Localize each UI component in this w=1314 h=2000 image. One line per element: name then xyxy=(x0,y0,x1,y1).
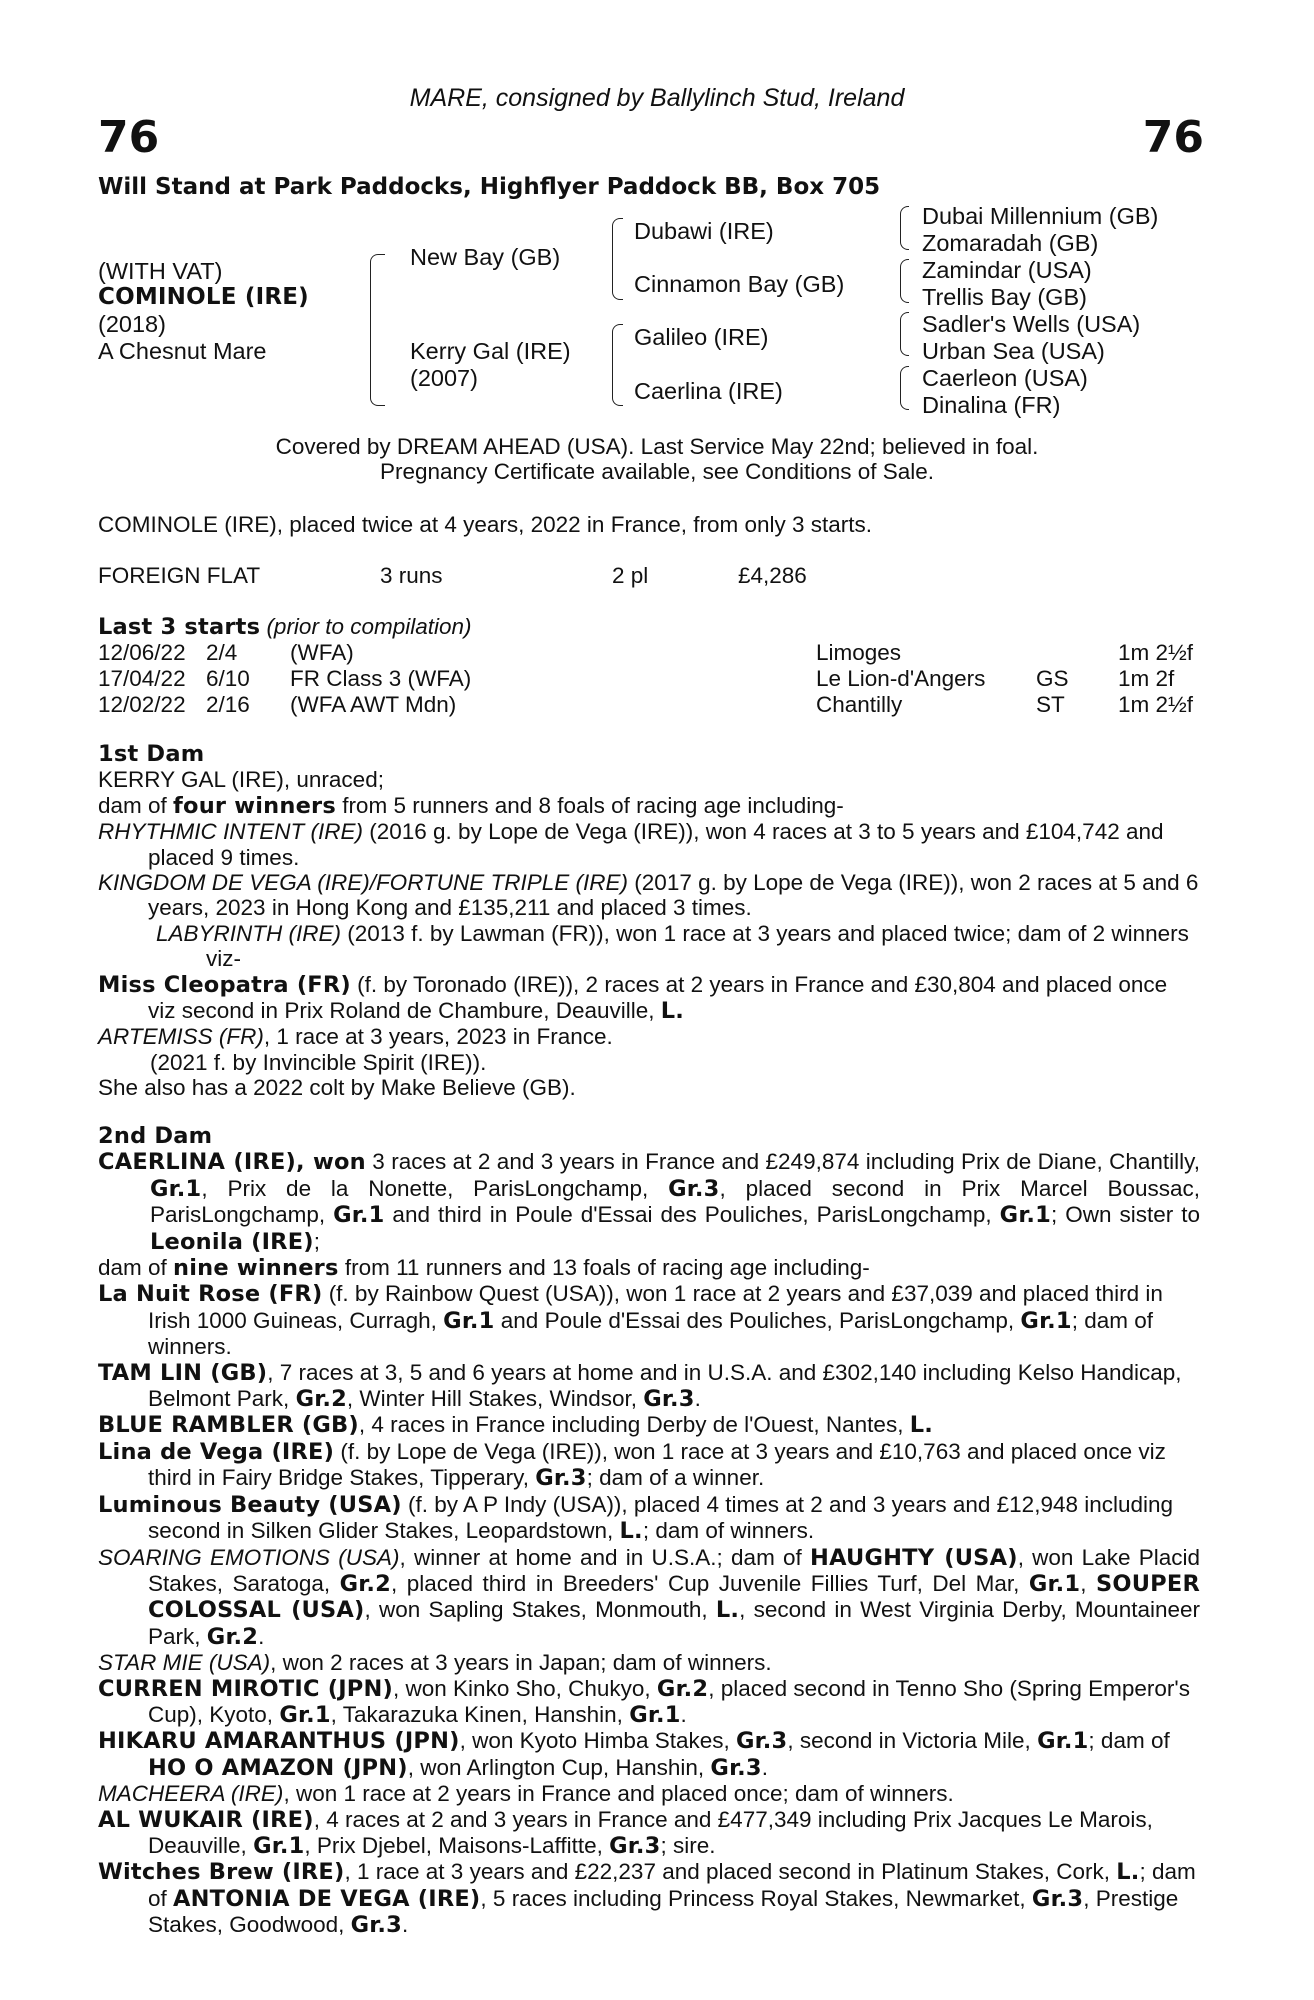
horse-name: SOUPER COLOSSAL (USA) xyxy=(148,1570,1200,1624)
grade-badge: Gr.3 xyxy=(535,1465,587,1492)
dam-year: (2007) xyxy=(410,365,478,391)
second-dam-heading: 2nd Dam xyxy=(98,1123,213,1149)
text: . xyxy=(761,1754,769,1780)
lot-number-left: 76 xyxy=(98,112,160,163)
grade-badge: Gr.2 xyxy=(656,1675,709,1702)
vat-label: (WITH VAT) xyxy=(98,258,223,284)
grade-badge: Gr.3 xyxy=(1031,1885,1084,1912)
text: from 5 runners and 8 foals of racing age including- xyxy=(335,792,844,818)
text: ; dam of a winner. xyxy=(586,1465,765,1491)
text: , second in Victoria Mile, xyxy=(787,1728,1038,1754)
grade-badge: Gr.1 xyxy=(1037,1728,1089,1755)
horse-name: Lina de Vega (IRE) xyxy=(98,1438,335,1465)
horse-name: COMINOLE (IRE) xyxy=(98,284,309,310)
produce-entry xyxy=(98,870,1200,921)
winners-count: four winners xyxy=(173,792,336,819)
horse-name: ARTEMISS (FR) xyxy=(98,1024,264,1050)
ggparent-6: Urban Sea (USA) xyxy=(922,338,1105,364)
ggparent-2: Zomaradah (GB) xyxy=(922,230,1099,256)
horse-name: Luminous Beauty (USA) xyxy=(98,1491,402,1518)
text: ; xyxy=(313,1228,321,1254)
winners-count: nine winners xyxy=(173,1255,339,1282)
horse-description: A Chesnut Mare xyxy=(98,338,267,364)
horse-name: ANTONIA DE VEGA (IRE) xyxy=(173,1885,481,1912)
grade-badge: Gr.1 xyxy=(443,1307,495,1334)
text: (f. by Toronado (IRE)), 2 races at 2 years in France and £30,804 and placed once viz second in Prix Roland de Chambure, Deauville, xyxy=(148,971,1168,1024)
start-course: Le Lion-d'Angers xyxy=(816,666,986,691)
ggparent-7: Caerleon (USA) xyxy=(922,365,1088,391)
horse-name: AL WUKAIR (IRE) xyxy=(98,1806,314,1833)
first-dam-heading: 1st Dam xyxy=(98,741,205,767)
grade-badge: Gr.3 xyxy=(643,1386,695,1413)
listed-badge: L. xyxy=(1116,1859,1140,1886)
horse-name: LABYRINTH (IRE) xyxy=(156,920,342,946)
text: . xyxy=(258,1623,265,1649)
text: , 4 races at 2 and 3 years in France and £477,349 including Prix Jacques Le Marois, Deauville, xyxy=(148,1806,1153,1858)
horse-year: (2018) xyxy=(98,311,166,337)
pedigree-brace-g4 xyxy=(900,366,909,410)
horse-name: Leonila (IRE) xyxy=(150,1228,314,1255)
grade-badge: Gr.1 xyxy=(150,1175,202,1202)
grade-badge: Gr.1 xyxy=(629,1701,681,1728)
start-race: (WFA) xyxy=(290,640,354,665)
produce-entry xyxy=(98,819,1200,870)
text: (2013 f. by Lawman (FR)), won 1 race at 3 years and placed twice; dam of 2 winners viz- xyxy=(206,920,1189,972)
text: and third in Poule d'Essai des Pouliches, ParisLongchamp, xyxy=(384,1202,1000,1228)
lot-number-right: 76 xyxy=(1142,112,1204,163)
grade-badge: Gr.3 xyxy=(350,1912,402,1939)
horse-name: CAERLINA (IRE) xyxy=(98,1149,297,1176)
text: , won 1 race at 2 years in France and placed once; dam of winners. xyxy=(283,1781,954,1807)
pedigree-brace-g3 xyxy=(900,312,909,356)
start-race: FR Class 3 (WFA) xyxy=(290,666,472,691)
text: , xyxy=(1080,1570,1096,1596)
grade-badge: Gr.1 xyxy=(1028,1570,1081,1597)
produce-entry xyxy=(98,1781,1200,1806)
ggparent-5: Sadler's Wells (USA) xyxy=(922,311,1141,337)
horse-name: CURREN MIROTIC (JPN) xyxy=(98,1675,394,1702)
second-dam-record xyxy=(98,1149,1200,1255)
text: , won 2 races at 3 years in Japan; dam of winners. xyxy=(270,1650,772,1676)
stand-location: Will Stand at Park Paddocks, Highflyer Paddock BB, Box 705 xyxy=(98,174,881,200)
consignor-line: MARE, consigned by Ballylinch Stud, Ireland xyxy=(409,84,905,112)
produce-entry xyxy=(98,1281,1200,1359)
text: ; sire. xyxy=(660,1832,716,1858)
pedigree-brace-dam xyxy=(612,324,623,406)
pedigree-brace-main xyxy=(370,254,385,406)
produce-entry xyxy=(98,1412,1200,1438)
text: (2017 g. by Lope de Vega (IRE)), won 2 races at 5 and 6 years, 2023 in Hong Kong and £135,211 and placed 3 times. xyxy=(148,870,1199,921)
text: , won Sapling Stakes, Monmouth, xyxy=(364,1597,716,1623)
start-distance: 1m 2f xyxy=(1118,666,1175,691)
sire-sire: Dubawi (IRE) xyxy=(634,218,774,244)
start-date: 12/06/22 xyxy=(98,640,186,665)
horse-name: RHYTHMIC INTENT (IRE) xyxy=(98,819,363,845)
listed-badge: L. xyxy=(619,1518,643,1545)
text: , won Arlington Cup, Hanshin, xyxy=(407,1754,711,1780)
first-dam-section xyxy=(98,742,1200,1101)
text: , 4 races in France including Derby de l'Ouest, Nantes, xyxy=(358,1412,910,1438)
text: . xyxy=(401,1912,409,1938)
text: . xyxy=(680,1701,687,1727)
text: . xyxy=(694,1386,701,1412)
produce-entry xyxy=(98,972,1200,1025)
text: , won Kyoto Himba Stakes, xyxy=(459,1728,736,1754)
record-category: FOREIGN FLAT xyxy=(98,563,261,588)
produce-entry xyxy=(98,1676,1200,1729)
ggparent-3: Zamindar (USA) xyxy=(922,257,1092,283)
produce-entry: She also has a 2022 colt by Make Believe (GB). xyxy=(98,1075,576,1101)
text: 3 races at 2 and 3 years in France and £249,874 including Prix de Diane, Chantilly, xyxy=(365,1149,1201,1175)
sire-name: New Bay (GB) xyxy=(410,244,561,270)
grade-badge: Gr.2 xyxy=(339,1570,391,1597)
text: , placed second in Tenno Sho (Spring Emperor's Cup), Kyoto, xyxy=(148,1675,1190,1727)
text: , 1 race at 3 years, 2023 in France. xyxy=(263,1024,613,1050)
grade-badge: Gr.1 xyxy=(253,1832,305,1859)
horse-name: BLUE RAMBLER (GB) xyxy=(98,1412,359,1439)
first-dam-line: KERRY GAL (IRE), unraced; xyxy=(98,767,384,793)
pedigree-brace-sire xyxy=(612,218,623,300)
horse-name: HAUGHTY (USA) xyxy=(810,1544,1018,1571)
text: ; Own sister to xyxy=(1051,1202,1200,1228)
grade-badge: Gr.1 xyxy=(279,1701,331,1728)
record-earnings: £4,286 xyxy=(738,563,807,588)
horse-name: TAM LIN (GB) xyxy=(98,1359,268,1386)
horse-name: Witches Brew (IRE) xyxy=(98,1859,345,1886)
grade-badge: Gr.1 xyxy=(1020,1307,1072,1334)
produce-entry: (2021 f. by Invincible Spirit (IRE)). xyxy=(150,1049,487,1075)
start-position: 6/10 xyxy=(206,666,250,691)
start-distance: 1m 2½f xyxy=(1118,640,1194,665)
horse-name: KINGDOM DE VEGA (IRE)/FORTUNE TRIPLE (IRE) xyxy=(98,870,629,896)
dam-sire: Galileo (IRE) xyxy=(634,324,769,350)
text: ; dam of winners. xyxy=(642,1518,815,1544)
text: , 1 race at 3 years and £22,237 and placed second in Platinum Stakes, Cork, xyxy=(344,1859,1117,1885)
start-course: Chantilly xyxy=(816,692,903,717)
text: , Prestige Stakes, Goodwood, xyxy=(148,1885,1179,1938)
produce-entry xyxy=(98,1024,1200,1049)
text: , Prix de la Nonette, ParisLongchamp, xyxy=(201,1175,669,1201)
text: , 7 races at 3, 5 and 6 years at home and in U.S.A. and £302,140 including Kelso Handicap, Belmont Park, xyxy=(148,1359,1182,1412)
listed-badge: L. xyxy=(715,1597,740,1624)
produce-entry xyxy=(98,1545,1200,1651)
first-dam-produce-line xyxy=(98,793,1200,819)
grade-badge: Gr.1 xyxy=(333,1202,385,1229)
start-distance: 1m 2½f xyxy=(1118,692,1194,717)
pedigree-brace-g2 xyxy=(900,259,909,303)
text: dam of xyxy=(98,1255,174,1281)
produce-entry xyxy=(98,1728,1200,1781)
horse-name: Miss Cleopatra (FR) xyxy=(98,971,351,998)
text: ; dam of xyxy=(148,1859,1196,1911)
second-dam-produce-line xyxy=(98,1255,1200,1281)
produce-entry xyxy=(98,1807,1200,1860)
produce-entry xyxy=(98,1650,1200,1675)
ggparent-1: Dubai Millennium (GB) xyxy=(922,203,1159,229)
text: ; dam of xyxy=(1088,1728,1170,1754)
produce-entry xyxy=(98,1492,1200,1545)
text: (f. by A P Indy (USA)), placed 4 times at 2 and 3 years and £12,948 including second in Silken Glider Stakes, Leopardstown, xyxy=(148,1491,1174,1544)
start-race: (WFA AWT Mdn) xyxy=(290,692,457,717)
last-starts-title: Last 3 starts xyxy=(98,614,261,640)
start-going: ST xyxy=(1036,692,1065,717)
text: , Winter Hill Stakes, Windsor, xyxy=(346,1386,644,1412)
last-starts-heading xyxy=(98,614,472,640)
ggparent-8: Dinalina (FR) xyxy=(922,392,1061,418)
text: from 11 runners and 13 foals of racing age including- xyxy=(338,1255,870,1281)
horse-name: SOARING EMOTIONS (USA) xyxy=(98,1544,400,1570)
horse-name: STAR MIE (USA) xyxy=(98,1650,271,1676)
grade-badge: Gr.3 xyxy=(736,1728,788,1755)
text: , won Kinko Sho, Chukyo, xyxy=(393,1675,657,1701)
horse-name: MACHEERA (IRE) xyxy=(98,1781,284,1807)
text: dam of xyxy=(98,792,174,818)
listed-badge: L. xyxy=(660,998,685,1025)
dam-name: Kerry Gal (IRE) xyxy=(410,338,571,364)
text: , winner at home and in U.S.A.; dam of xyxy=(399,1544,811,1570)
sire-dam: Cinnamon Bay (GB) xyxy=(634,271,845,297)
text: , placed third in Breeders' Cup Juvenile Fillies Turf, Del Mar, xyxy=(390,1570,1029,1596)
record-runs: 3 runs xyxy=(380,563,443,588)
second-dam-section xyxy=(98,1124,1200,1939)
text: , Takarazuka Kinen, Hanshin, xyxy=(330,1701,630,1727)
ggparent-4: Trellis Bay (GB) xyxy=(922,284,1087,310)
start-date: 17/04/22 xyxy=(98,666,186,691)
horse-name: HO O AMAZON (JPN) xyxy=(148,1754,408,1781)
start-course: Limoges xyxy=(816,640,902,665)
dam-dam: Caerlina (IRE) xyxy=(634,378,783,404)
text: and Poule d'Essai des Pouliches, ParisLongchamp, xyxy=(494,1307,1021,1333)
produce-entry xyxy=(98,1439,1200,1492)
grade-badge: Gr.1 xyxy=(999,1202,1052,1229)
text: , placed second in Prix Marcel Boussac, ParisLongchamp, xyxy=(150,1175,1201,1228)
text: , 5 races including Princess Royal Stakes, Newmarket, xyxy=(480,1885,1032,1911)
start-date: 12/02/22 xyxy=(98,692,186,717)
grade-badge: Gr.3 xyxy=(710,1754,762,1781)
text: (f. by Lope de Vega (IRE)), won 1 race at 3 years and £10,763 and placed once viz third in Fairy Bridge Stakes, Tipperary, xyxy=(148,1438,1166,1491)
listed-badge: L. xyxy=(909,1412,933,1439)
pedigree-brace-g1 xyxy=(900,206,909,250)
grade-badge: Gr.2 xyxy=(206,1623,259,1650)
start-going: GS xyxy=(1036,666,1069,691)
produce-entry xyxy=(98,1859,1200,1938)
grade-badge: Gr.3 xyxy=(668,1175,720,1202)
text: , second in West Virginia Derby, Mountaineer Park, xyxy=(148,1597,1201,1649)
text: ; dam of winners. xyxy=(148,1307,1154,1360)
horse-name: HIKARU AMARANTHUS (JPN) xyxy=(98,1728,460,1755)
race-summary: COMINOLE (IRE), placed twice at 4 years, 2022 in France, from only 3 starts. xyxy=(98,512,873,537)
text: , won xyxy=(296,1149,366,1176)
text: , won Lake Placid Stakes, Saratoga, xyxy=(148,1544,1200,1596)
covered-line-1: Covered by DREAM AHEAD (USA). Last Service May 22nd; believed in foal. xyxy=(275,434,1039,459)
horse-name: La Nuit Rose (FR) xyxy=(98,1281,323,1308)
last-starts-note: (prior to compilation) xyxy=(266,614,472,639)
produce-entry xyxy=(156,921,1200,972)
produce-entry xyxy=(98,1360,1200,1413)
grade-badge: Gr.3 xyxy=(609,1832,661,1859)
start-position: 2/4 xyxy=(206,640,238,665)
record-placed: 2 pl xyxy=(612,563,649,588)
text: (2016 g. by Lope de Vega (IRE)), won 4 races at 3 to 5 years and £104,742 and placed 9 times. xyxy=(148,819,1164,870)
text: (f. by Rainbow Quest (USA)), won 1 race at 2 years and £37,039 and placed third in Irish 1000 Guineas, Curragh, xyxy=(148,1281,1163,1333)
start-position: 2/16 xyxy=(206,692,250,717)
grade-badge: Gr.2 xyxy=(295,1386,347,1413)
text: , Prix Djebel, Maisons-Laffitte, xyxy=(304,1832,610,1858)
covered-line-2: Pregnancy Certificate available, see Conditions of Sale. xyxy=(379,459,935,484)
